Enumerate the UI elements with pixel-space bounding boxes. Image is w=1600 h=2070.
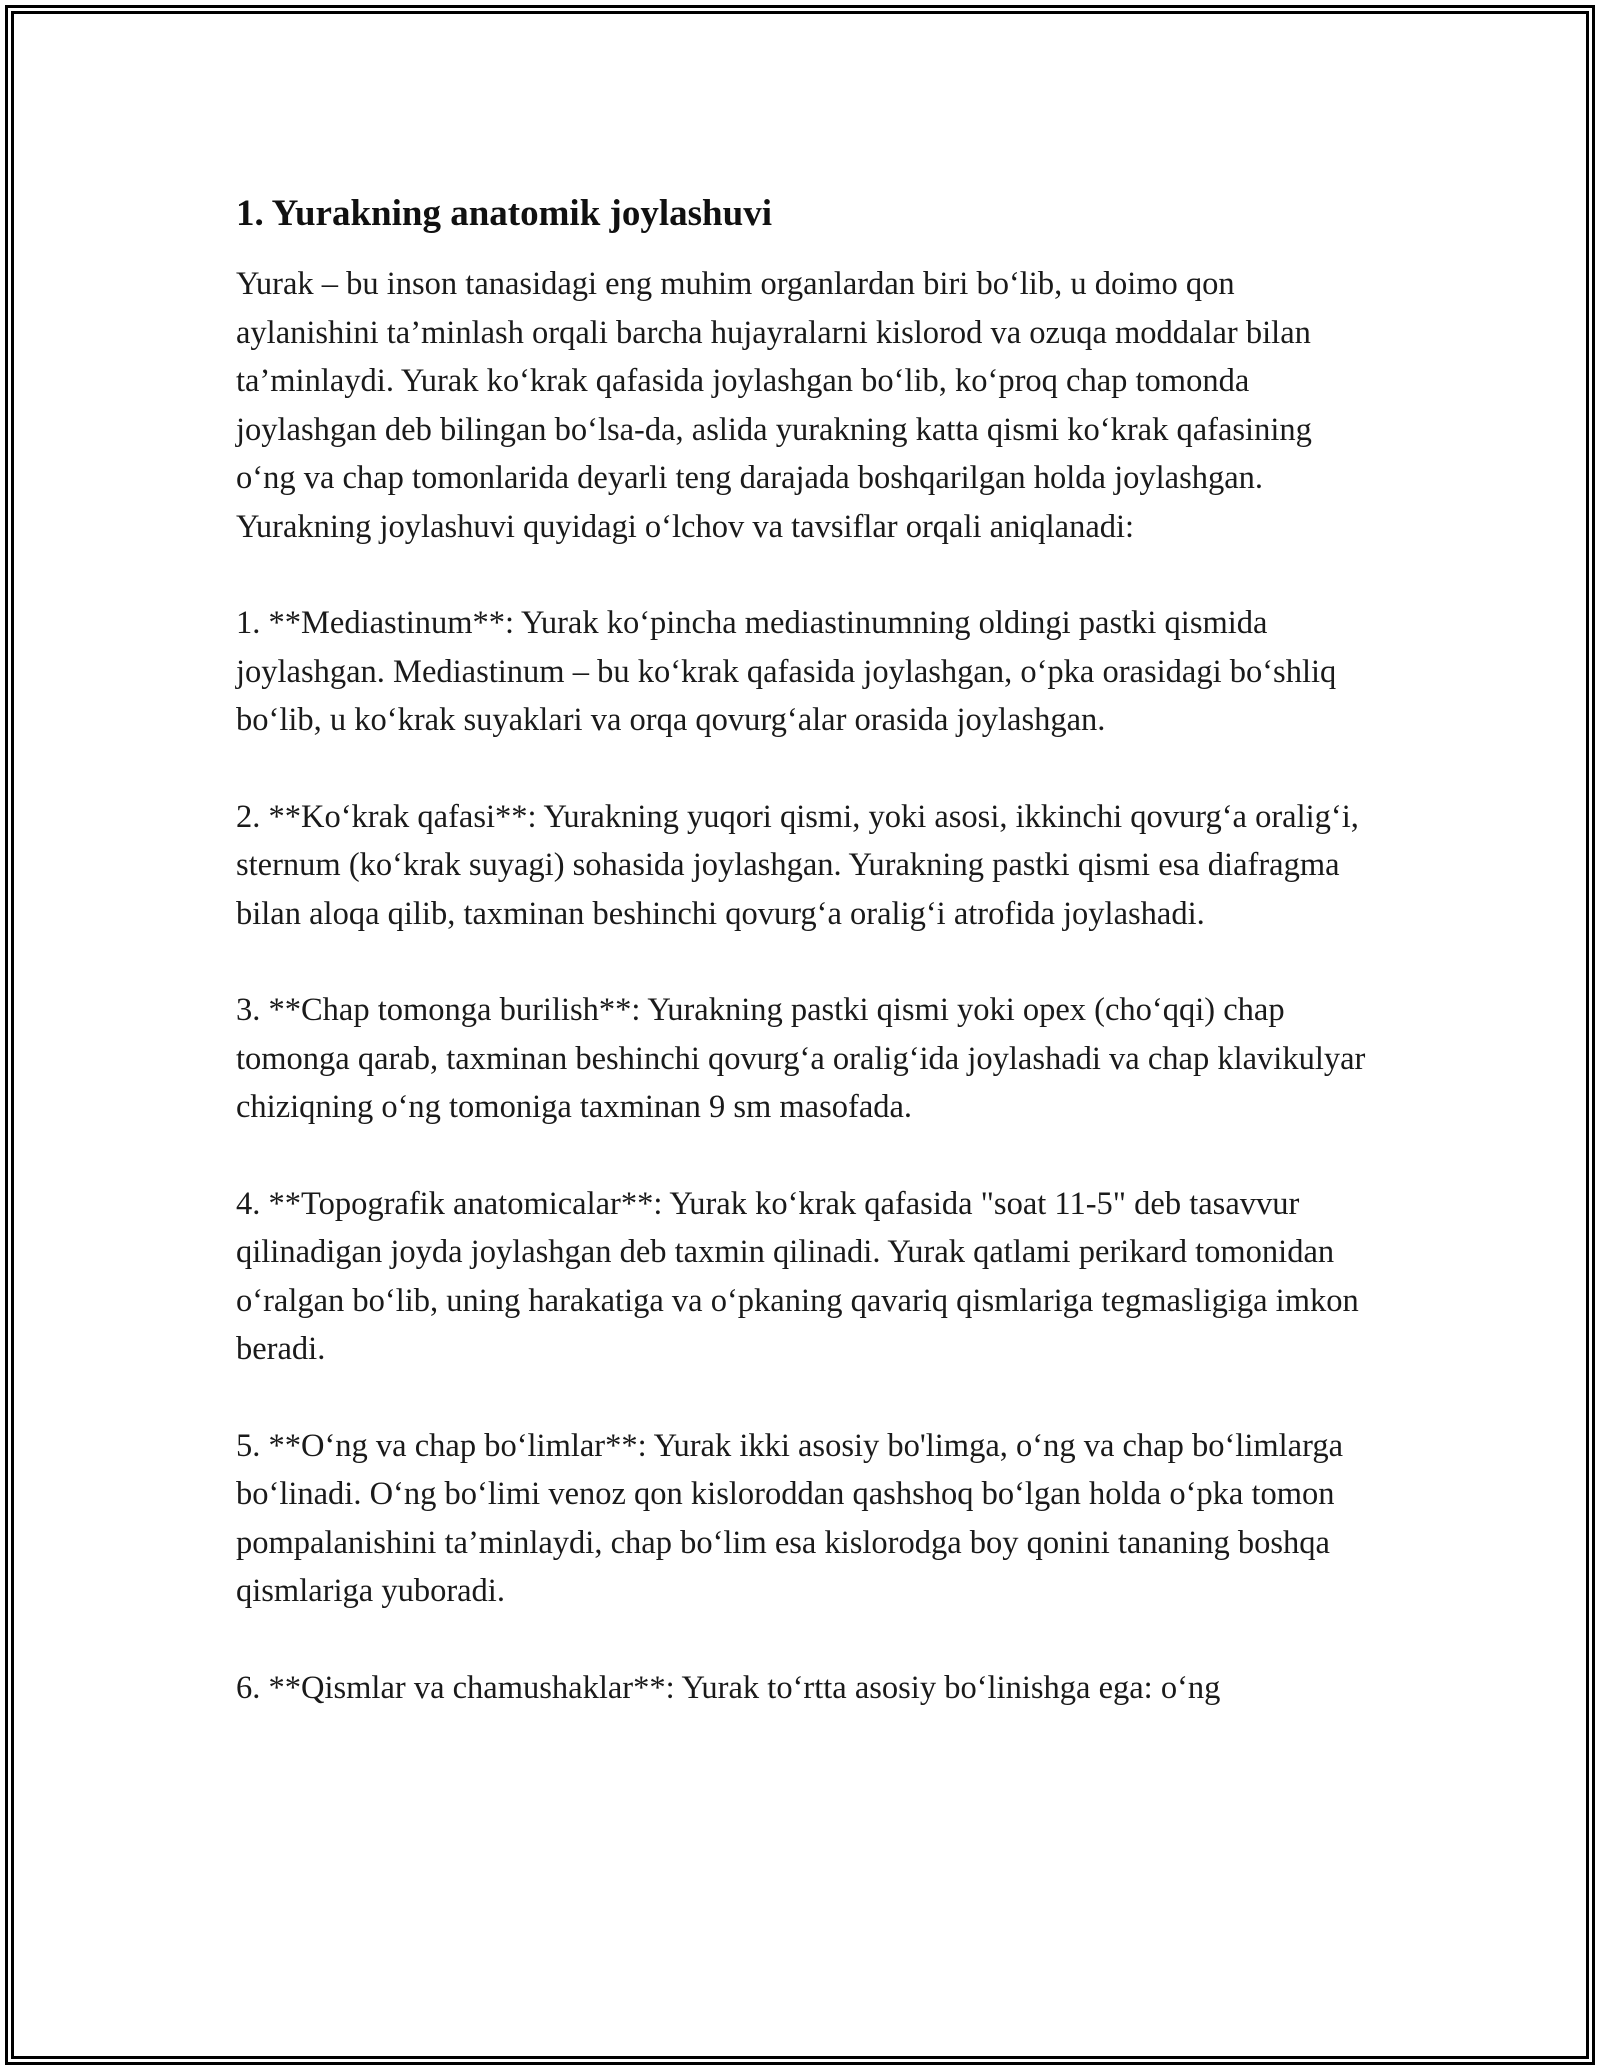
- list-item-kokrak-qafasi: 2. **Ko‘krak qafasi**: Yurakning yuqori qismi, yoki asosi, ikkinchi qovurg‘a oralig‘i, sternum (ko‘krak suyagi) sohasida joylashgan. Yurakning pastki qismi esa diafragma bilan aloqa qilib, taxminan beshinchi qovurg‘a oralig‘i atrofida joylashadi.: [236, 798, 1359, 932]
- document-body: [236, 190, 1376, 1712]
- list-item-mediastinum: 1. **Mediastinum**: Yurak ko‘pincha mediastinumning oldingi pastki qismida joylashgan. Mediastinum – bu ko‘krak qafasida joylashgan, o‘pka orasidagi bo‘shliq bo‘lib, u ko‘krak suyaklari va orqa qovurg‘alar orasida joylashgan.: [236, 605, 1337, 738]
- list-item-topografik-anatomicalar: 4. **Topografik anatomicalar**: Yurak ko‘krak qafasida "soat 11-5" deb tasavvur qilinadigan joyda joylashgan deb taxmin qilinadi. Yurak qatlami perikard tomonidan o‘ralgan bo‘lib, uning harakatiga va o‘pkaning qavariq qismlariga tegmasligiga imkon beradi.: [236, 1185, 1359, 1367]
- section-heading: 1. Yurakning anatomik joylashuvi: [236, 193, 772, 234]
- list-item-chap-tomonga-burilish: 3. **Chap tomonga burilish**: Yurakning pastki qismi yoki opex (cho‘qqi) chap tomonga qarab, taxminan beshinchi qovurg‘a oralig‘ida joylashadi va chap klavikulyar chiziqning o‘ng tomoniga taxminan 9 sm masofada.: [236, 992, 1366, 1125]
- list-item-qismlar-va-chamushaklar: 6. **Qismlar va chamushaklar**: Yurak to‘rtta asosiy bo‘linishga ega: o‘ng: [236, 1669, 1221, 1706]
- intro-paragraph: Yurak – bu inson tanasidagi eng muhim organlardan biri bo‘lib, u doimo qon aylanishini ta’minlash orqali barcha hujayralarni kislorod va ozuqa moddalar bilan ta’minlaydi. Yurak ko‘krak qafasida joylashgan bo‘lib, ko‘proq chap tomonda joylashgan deb bilingan bo‘lsa-da, aslida yurakning katta qismi ko‘krak qafasining o‘ng va chap tomonlarida deyarli teng darajada boshqarilgan holda joylashgan. Yurakning joylashuvi quyidagi o‘lchov va tavsiflar orqali aniqlanadi:: [236, 266, 1312, 545]
- list-item-ong-va-chap-bolimlar: 5. **O‘ng va chap bo‘limlar**: Yurak ikki asosiy bo'limga, o‘ng va chap bo‘limlarga bo‘linadi. O‘ng bo‘limi venoz qon kisloroddan qashshoq bo‘lgan holda o‘pka tomon pompalanishini ta’minlaydi, chap bo‘lim esa kislorodga boy qonini tananing boshqa qismlariga yuboradi.: [236, 1427, 1343, 1609]
